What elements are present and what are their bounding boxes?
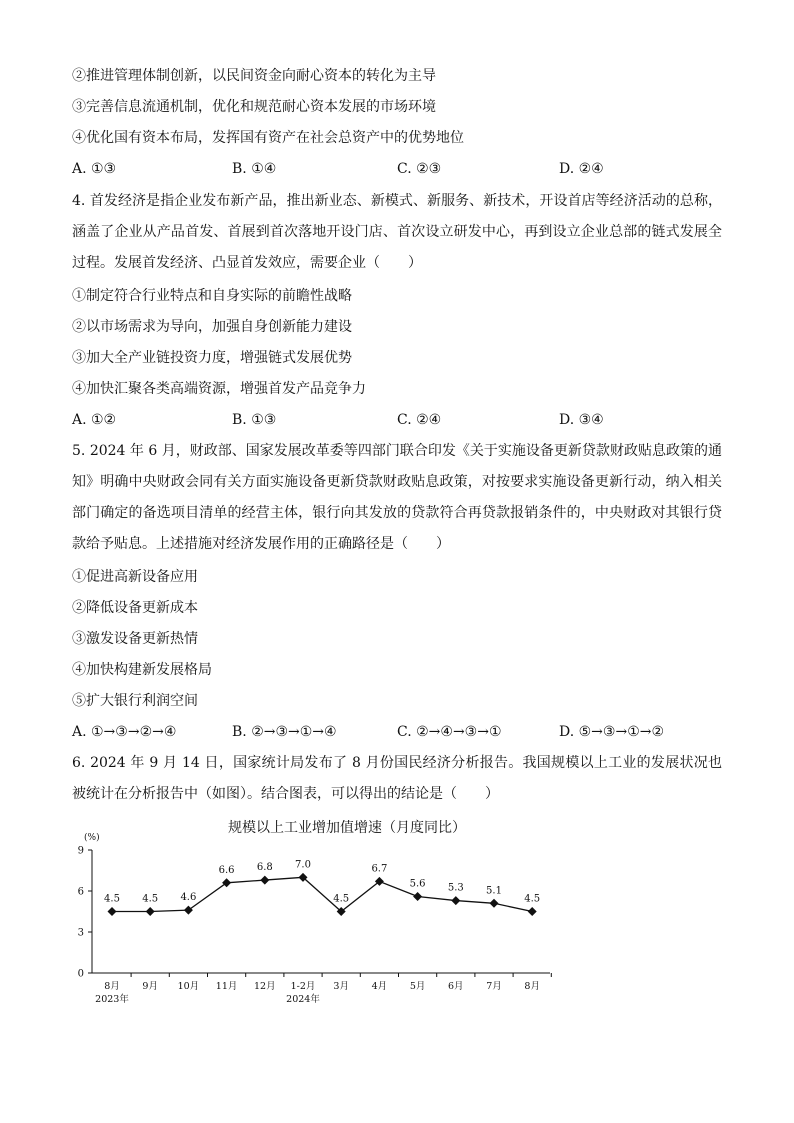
q4-item-2: ②以市场需求为导向，加强自身创新能力建设 (72, 319, 352, 335)
x-tick-label: 10月 (177, 981, 200, 992)
data-value-label: 4.5 (333, 893, 350, 905)
q5-options (72, 723, 722, 741)
x-tick-label: 5月 (409, 981, 426, 992)
q3-option-d[interactable]: D. ②④ (559, 161, 604, 177)
q4-item-3: ③加大全产业链投资力度，增强链式发展优势 (72, 350, 352, 366)
q6-stem: 6. 2024 年 9 月 14 日，国家统计局发布了 8 月份国民经济分析报告。我国规模以上工业的发展状况也被统计在分析报告中（如图）。结合图表，可以得出的结论是（ ） (72, 755, 722, 802)
y-axis-ticks (78, 846, 92, 980)
x-year-label: 2024年 (286, 994, 320, 1005)
y-axis-unit: (%) (84, 833, 100, 843)
q5-option-d[interactable]: D. ⑤→③→①→② (559, 724, 665, 740)
x-tick-label: 3月 (333, 981, 349, 992)
q3-item-4: ④优化国有资本布局，发挥国有资产在社会总资产中的优势地位 (72, 130, 464, 146)
y-tick-label: 9 (77, 845, 84, 857)
q3-options (72, 160, 722, 178)
x-tick-label: 9月 (142, 981, 158, 992)
q5-item-2: ②降低设备更新成本 (72, 600, 198, 616)
q5-option-c[interactable]: C. ②→④→③→① (397, 724, 502, 740)
data-value-label: 4.5 (524, 893, 541, 905)
q4-option-c[interactable]: C. ②④ (397, 412, 442, 428)
x-tick-label: 8月 (524, 981, 540, 992)
q5-item-3: ③激发设备更新热情 (72, 631, 198, 647)
y-tick-label: 6 (77, 886, 84, 898)
data-value-label: 5.3 (447, 882, 464, 894)
q5-stem: 5. 2024 年 6 月，财政部、国家发展改革委等四部门联合印发《关于实施设备更新贷款财政贴息政策的通知》明确中央财政会同有关方面实施设备更新贷款财政贴息政策，对按要求实施设备更新行动，纳入相关部门确定的备选项目清单的经营主体，银行向其发放的贷款符合再贷款报销条件的，中央财政对其银行贷款给予贴息。上述措施对经济发展作用的正确路径是（ ） (72, 443, 722, 552)
q3-option-b[interactable]: B. ①④ (232, 161, 277, 177)
q5-option-a[interactable]: A. ①→③→②→④ (72, 724, 177, 740)
data-value-label: 5.6 (409, 878, 426, 890)
q4-option-b[interactable]: B. ①③ (232, 412, 277, 428)
q5-item-1: ①促进高新设备应用 (72, 569, 198, 585)
data-value-label: 6.6 (218, 864, 235, 876)
q4-item-1: ①制定符合行业特点和自身实际的前瞻性战略 (72, 288, 352, 304)
data-value-label: 4.5 (104, 893, 120, 905)
data-point-marker (451, 896, 460, 905)
data-point-marker (490, 899, 499, 908)
q4-option-a[interactable]: A. ①② (72, 412, 117, 428)
x-tick-label: 1-2月 (290, 981, 316, 992)
q5-item-5: ⑤扩大银行利润空间 (72, 693, 198, 709)
data-value-label: 6.7 (371, 863, 388, 875)
q3-item-2: ②推进管理体制创新，以民间资金向耐心资本的转化为主导 (72, 68, 436, 84)
x-year-label: 2023年 (95, 994, 129, 1005)
q4-option-d[interactable]: D. ③④ (559, 412, 604, 428)
q4-options (72, 411, 722, 429)
q3-option-a[interactable]: A. ①③ (72, 161, 117, 177)
y-tick-label: 3 (77, 927, 84, 939)
data-value-label: 4.5 (142, 893, 159, 905)
data-value-label: 4.6 (180, 892, 197, 904)
x-tick-label: 12月 (254, 981, 276, 992)
x-axis-ticks (95, 973, 551, 1005)
x-tick-label: 11月 (215, 981, 238, 992)
data-value-label: 7.0 (295, 859, 311, 871)
data-point-marker (413, 892, 422, 901)
x-tick-label: 7月 (486, 981, 502, 992)
q3-option-c[interactable]: C. ②③ (397, 161, 442, 177)
chart-title: 规模以上工业增加值增速（月度同比） (228, 820, 466, 836)
data-point-marker (184, 906, 193, 915)
data-point-marker (260, 876, 269, 885)
data-point-marker (528, 907, 537, 916)
data-value-label: 6.8 (256, 862, 273, 874)
x-tick-label: 8月 (104, 981, 120, 992)
y-tick-label: 0 (77, 968, 84, 980)
q3-item-3: ③完善信息流通机制，优化和规范耐心资本发展的市场环境 (72, 99, 436, 115)
q4-item-4: ④加快汇聚各类高端资源，增强首发产品竞争力 (72, 381, 366, 397)
q5-item-4: ④加快构建新发展格局 (72, 662, 212, 678)
data-labels (104, 859, 540, 904)
data-point-marker (222, 878, 231, 887)
x-tick-label: 6月 (448, 981, 464, 992)
industry-growth-chart (72, 812, 562, 1012)
x-tick-label: 4月 (371, 981, 388, 992)
data-point-marker (146, 907, 155, 916)
data-point-marker (108, 907, 117, 916)
series-line (112, 877, 532, 911)
data-value-label: 5.1 (486, 885, 502, 897)
q5-option-b[interactable]: B. ②→③→①→④ (232, 724, 337, 740)
q4-stem: 4. 首发经济是指企业发布新产品，推出新业态、新模式、新服务、新技术，开设首店等经济活动的总称，涵盖了企业从产品首发、首展到首次落地开设门店、首次设立研发中心，再到设立企业总部的链式发展全过程。发展首发经济、凸显首发效应，需要企业（ ） (72, 193, 722, 271)
